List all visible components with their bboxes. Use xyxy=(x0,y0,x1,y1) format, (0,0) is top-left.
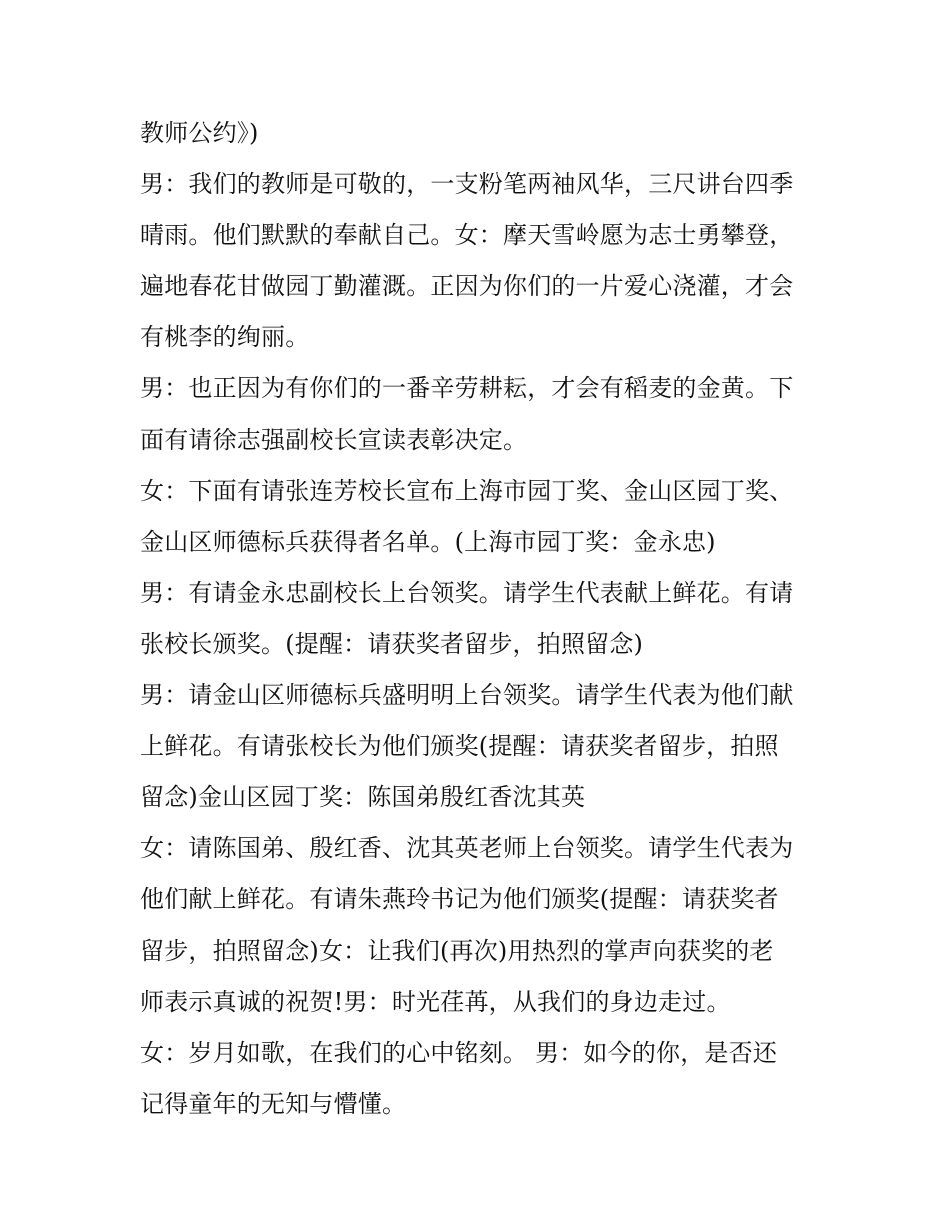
text-line: 上鲜花。有请张校长为他们颁奖(提醒：请获奖者留步，拍照 xyxy=(140,732,779,761)
text-line: 张校长颁奖。(提醒：请获奖者留步，拍照留念) xyxy=(140,629,644,658)
text-line: 遍地春花甘做园丁勤灌溉。正因为你们的一片爱心浇灌，才会 xyxy=(140,272,794,301)
text-line: 教师公约》) xyxy=(140,119,259,147)
text-line: 面有请徐志强副校长宣读表彰决定。 xyxy=(140,425,528,454)
text-line: 金山区师德标兵获得者名单。(上海市园丁奖：金永忠) xyxy=(140,527,716,556)
text-line: 晴雨。他们默默的奉献自己。女：摩天雪岭愿为志士勇攀登， xyxy=(140,221,794,250)
text-line: 留步，拍照留念)女：让我们(再次)用热烈的掌声向获奖的老 xyxy=(140,936,774,965)
text-line: 女：下面有请张连芳校长宣布上海市园丁奖、金山区园丁奖、 xyxy=(140,476,794,505)
text-line: 记得童年的无知与懵懂。 xyxy=(140,1089,407,1118)
text-line: 有桃李的绚丽。 xyxy=(140,323,310,352)
text-line: 男：我们的教师是可敬的，一支粉笔两袖风华，三尺讲台四季 xyxy=(140,170,794,199)
text-line: 男：也正因为有你们的一番辛劳耕耘，才会有稻麦的金黄。下 xyxy=(140,374,794,403)
text-line: 留念)金山区园丁奖：陈国弟殷红香沈其英 xyxy=(140,783,586,812)
document-body xyxy=(140,108,820,1130)
text-line: 女：请陈国弟、殷红香、沈其英老师上台领奖。请学生代表为 xyxy=(140,834,794,863)
text-line: 他们献上鲜花。有请朱燕玲书记为他们颁奖(提醒：请获奖者 xyxy=(140,885,779,914)
text-line: 女：岁月如歌，在我们的心中铭刻。 男：如今的你，是否还 xyxy=(140,1038,778,1067)
text-line: 师表示真诚的祝贺!男：时光荏苒，从我们的身边走过。 xyxy=(140,987,731,1016)
text-line: 男：请金山区师德标兵盛明明上台领奖。请学生代表为他们献 xyxy=(140,681,794,710)
text-line: 男：有请金永忠副校长上台领奖。请学生代表献上鲜花。有请 xyxy=(140,578,794,607)
